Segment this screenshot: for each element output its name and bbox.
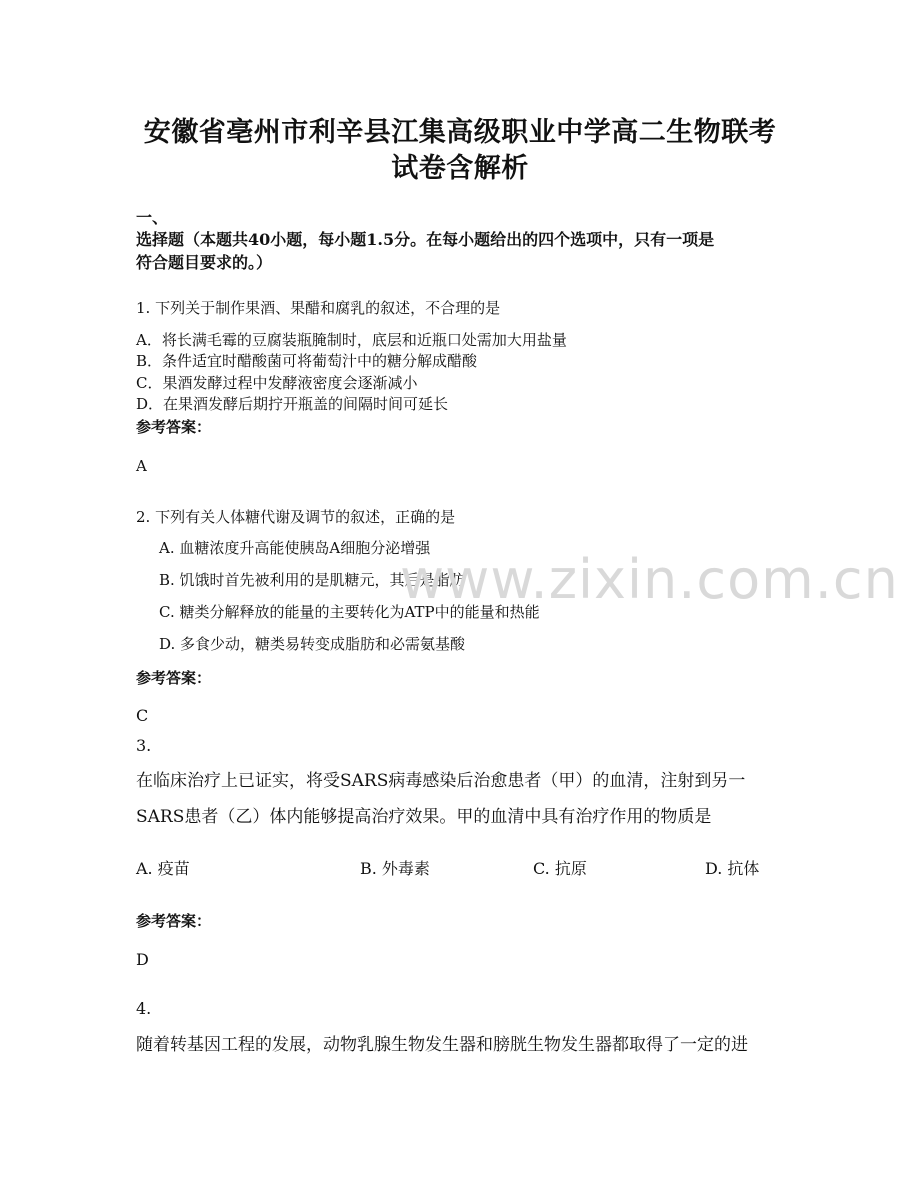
section-number: 一、 <box>136 208 169 227</box>
question-1-answer: A <box>136 457 147 475</box>
question-2-option-d: D. 多食少动，糖类易转变成脂肪和必需氨基酸 <box>159 635 466 653</box>
question-2-stem: 2. 下列有关人体糖代谢及调节的叙述，正确的是 <box>136 508 456 526</box>
question-2-option-b: B. 饥饿时首先被利用的是肌糖元，其后是脂肪 <box>159 571 465 589</box>
question-4-stem-line-1: 随着转基因工程的发展，动物乳腺生物发生器和膀胱生物发生器都取得了一定的进 <box>136 1035 748 1055</box>
question-1-option-c: C．果酒发酵过程中发酵液密度会逐渐减小 <box>136 374 418 392</box>
question-1-option-b: B．条件适宜时醋酸菌可将葡萄汁中的糖分解成醋酸 <box>136 352 478 370</box>
question-4-number: 4. <box>136 999 152 1018</box>
question-2-answer: C <box>136 706 149 725</box>
question-3-answer-label: 参考答案： <box>136 912 212 930</box>
question-3-option-b: B. 外毒素 <box>360 859 430 878</box>
question-2-option-a: A. 血糖浓度升高能使胰岛A细胞分泌增强 <box>159 539 431 557</box>
watermark: www.zixin.com.cn <box>400 548 899 611</box>
question-1-stem: 1. 下列关于制作果酒、果醋和腐乳的叙述，不合理的是 <box>136 299 501 317</box>
question-1-answer-label: 参考答案： <box>136 418 212 436</box>
question-3-option-a: A. 疫苗 <box>136 859 190 878</box>
question-3-answer: D <box>136 950 149 969</box>
question-3-option-c: C. 抗原 <box>533 859 587 878</box>
document-title-line-2: 试卷含解析 <box>391 153 529 184</box>
question-3-stem-line-1: 在临床治疗上已证实，将受SARS病毒感染后治愈患者（甲）的血清，注射到另一 <box>136 771 746 791</box>
question-2-option-c: C. 糖类分解释放的能量的主要转化为ATP中的能量和热能 <box>159 603 540 621</box>
question-2-answer-label: 参考答案： <box>136 669 212 687</box>
document-title-line-1: 安徽省亳州市利辛县江集高级职业中学高二生物联考 <box>143 117 777 148</box>
question-3-number: 3. <box>136 736 152 755</box>
question-1-option-a: A．将长满毛霉的豆腐装瓶腌制时，底层和近瓶口处需加大用盐量 <box>136 331 567 349</box>
section-instructions-line-2: 符合题目要求的。） <box>136 253 273 272</box>
question-3-option-d: D. 抗体 <box>705 859 760 878</box>
section-instructions-line-1: 选择题（本题共40小题，每小题1.5分。在每小题给出的四个选项中，只有一项是 <box>136 230 715 249</box>
question-3-stem-line-2: SARS患者（乙）体内能够提高治疗效果。甲的血清中具有治疗作用的物质是 <box>136 807 712 827</box>
question-1-option-d: D．在果酒发酵后期拧开瓶盖的间隔时间可延长 <box>136 395 449 413</box>
